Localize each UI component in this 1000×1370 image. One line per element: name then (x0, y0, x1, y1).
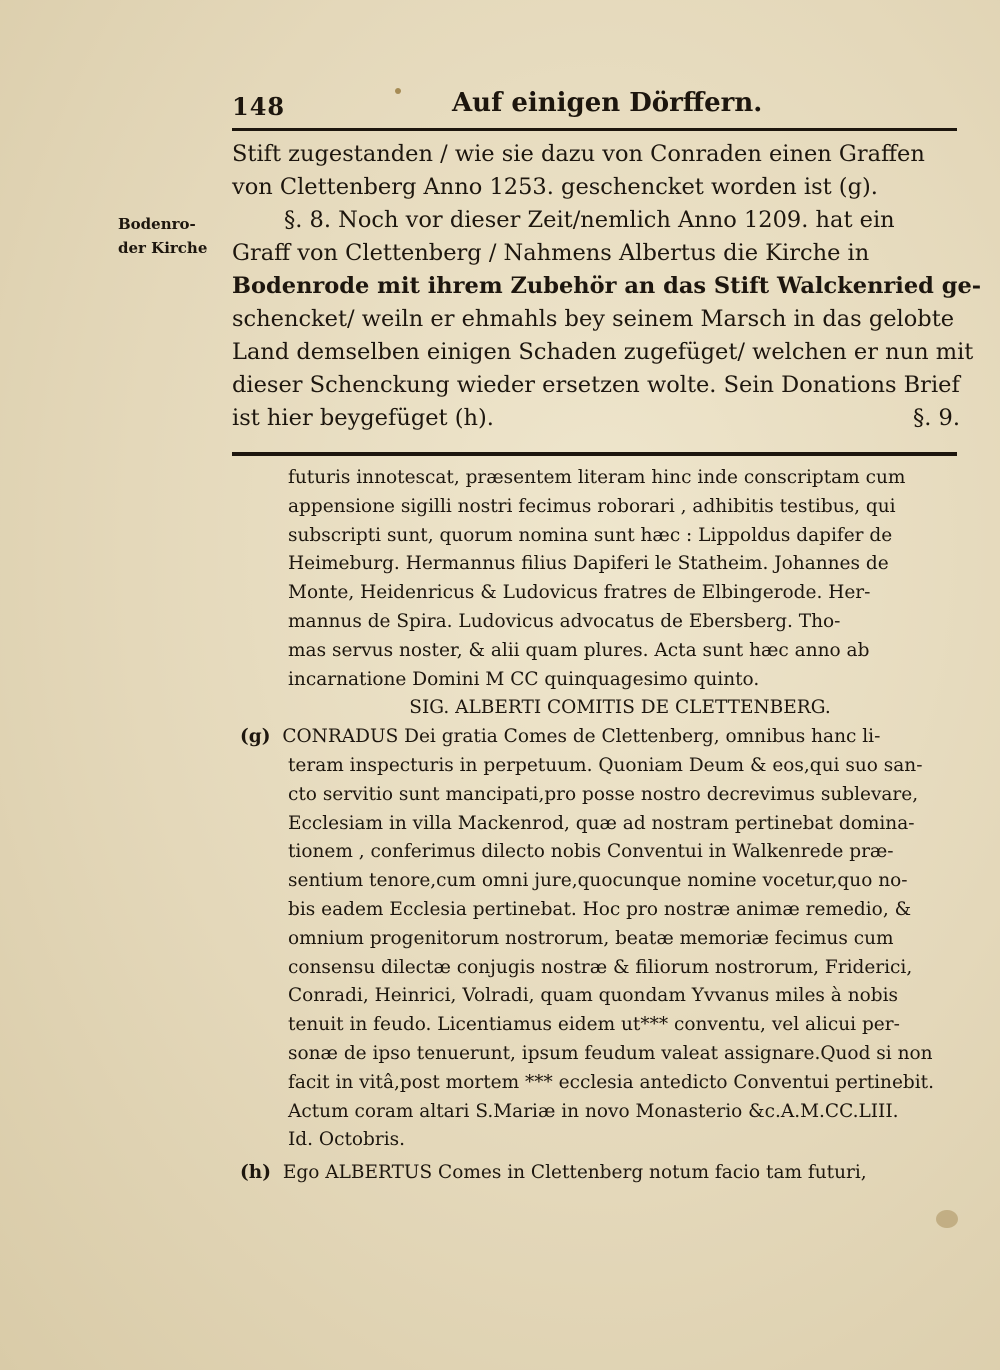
main-text-line: von Clettenberg Anno 1253. geschencket worden ist (g). (232, 174, 878, 200)
main-text-line: Graff von Clettenberg / Nahmens Albertus die Kirche in (232, 240, 870, 266)
margin-note-line: Bodenro- (118, 215, 196, 233)
main-text-line: schencket/ weiln er ehmahls bey seinem Marsch in das gelobte (232, 306, 955, 332)
main-text-last-line: ist hier beygefüget (h). (232, 405, 494, 431)
main-text (232, 138, 982, 435)
margin-note (118, 212, 228, 260)
footnote-line: Ecclesiam in villa Mackenrod, quæ ad nostram pertinebat domina- (288, 812, 915, 834)
footnote-line: CONRADUS Dei gratia Comes de Clettenberg, omnibus hanc li- (282, 726, 881, 748)
main-text-line: Bodenrode mit ihrem Zubehör an das Stift Walckenried ge- (232, 273, 982, 299)
footnote-line: subscripti sunt, quorum nomina sunt hæc : Lippoldus dapifer de (288, 524, 893, 546)
catchword: §. 9. (912, 405, 960, 431)
ink-stain (936, 1210, 958, 1228)
footnote-line: appensione sigilli nostri fecimus roborari , adhibitis testibus, qui (288, 495, 896, 517)
header-rule (232, 128, 957, 131)
footnote-separator (232, 452, 957, 456)
footnote-g-first-line (240, 723, 960, 752)
footnote-line: Heimeburg. Hermannus filius Dapiferi le Statheim. Johannes de (288, 553, 889, 575)
footnote-line: Id. Octobris. (288, 1129, 405, 1151)
page-header (232, 88, 962, 124)
footnote-g-mark: (g) (240, 726, 271, 748)
footnote-h-mark: (h) (240, 1162, 271, 1184)
margin-note-line: der Kirche (118, 239, 208, 257)
main-text-line: §. 8. Noch vor dieser Zeit/nemlich Anno 1209. hat ein (284, 207, 895, 233)
footnote-line: facit in vitâ,post mortem *** ecclesia antedicto Conventui pertinebit. (288, 1071, 934, 1093)
footnote-line: bis eadem Ecclesia pertinebat. Hoc pro nostræ animæ remedio, & (288, 898, 912, 920)
footnote-line: mannus de Spira. Ludovicus advocatus de Ebersberg. Tho- (288, 610, 841, 632)
footnote-line: Ego ALBERTUS Comes in Clettenberg notum facio tam futuri, (282, 1162, 867, 1184)
footnote-line: mas servus noster, & alii quam plures. Acta sunt hæc anno ab (288, 639, 870, 661)
footnote-line: futuris innotescat, præsentem literam hinc inde conscriptam cum (288, 467, 906, 488)
footnote-line: sentium tenore,cum omni jure,quocunque nomine vocetur,quo no- (288, 870, 908, 892)
ink-dot (395, 88, 401, 94)
footnote-line: Conradi, Heinrici, Volradi, quam quondam Yvvanus miles à nobis (288, 985, 899, 1007)
running-head: Auf einigen Dörffern. (452, 88, 763, 118)
main-text-line (232, 402, 960, 435)
page-number: 148 (232, 92, 286, 121)
footnote-line: omnium progenitorum nostrorum, beatæ memoriæ fecimus cum (288, 927, 894, 949)
main-text-line: dieser Schenckung wieder ersetzen wolte. Sein Donations Brief (232, 372, 960, 398)
footnote-line: cto servitio sunt mancipati,pro posse nostro decrevimus sublevare, (288, 783, 919, 805)
footnote-line: sonæ de ipso tenuerunt, ipsum feudum valeat assignare.Quod si non (288, 1042, 933, 1064)
footnote-h (240, 1159, 960, 1188)
footnote-line: Actum coram altari S.Mariæ in novo Monasterio &c.A.M.CC.LIII. (288, 1100, 899, 1122)
footnote-line: tenuit in feudo. Licentiamus eidem ut*** conventu, vel alicui per- (288, 1014, 900, 1036)
footnote-line: tionem , conferimus dilecto nobis Conventui in Walkenrede præ- (288, 841, 894, 863)
footnotes (240, 464, 960, 1188)
main-text-line: Land demselben einigen Schaden zugefüget/ welchen er nun mit (232, 339, 974, 365)
signature: SIG. ALBERTI COMITIS DE CLETTENBERG. (409, 697, 831, 719)
footnote-line: teram inspecturis in perpetuum. Quoniam Deum & eos,qui suo san- (288, 754, 923, 776)
main-text-line: Stift zugestanden / wie sie dazu von Conraden einen Graffen (232, 141, 925, 167)
footnote-line: Monte, Heidenricus & Ludovicus fratres de Elbingerode. Her- (288, 582, 871, 604)
footnote-line: consensu dilectæ conjugis nostræ & filiorum nostrorum, Friderici, (288, 956, 913, 978)
footnote-line: incarnatione Domini M CC quinquagesimo quinto. (288, 668, 760, 690)
